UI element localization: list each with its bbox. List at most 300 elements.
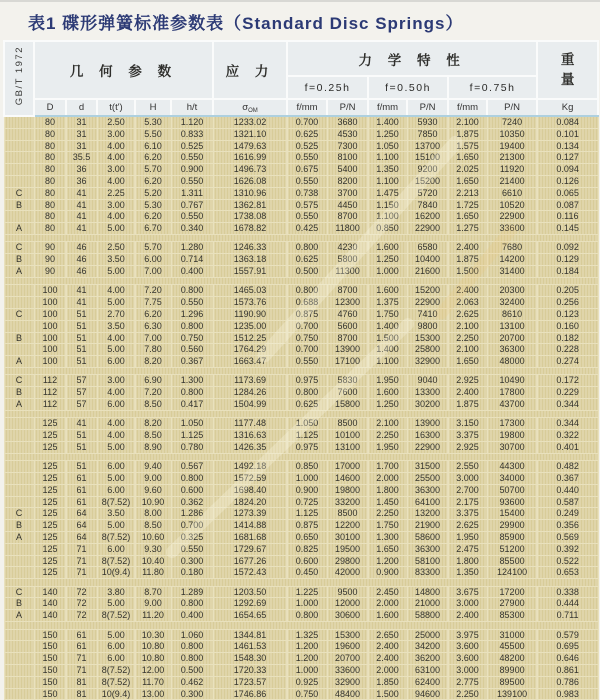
data-cell: 1.311 xyxy=(171,187,213,199)
data-cell: 6.00 xyxy=(97,461,135,473)
data-cell: 13100 xyxy=(487,320,537,332)
data-cell: 0.646 xyxy=(537,653,598,665)
data-cell: 7.80 xyxy=(135,344,171,356)
data-cell: 64 xyxy=(66,520,97,532)
data-cell: 150 xyxy=(34,676,66,688)
data-cell: 0.560 xyxy=(171,344,213,356)
data-cell: 0.101 xyxy=(537,128,598,140)
data-cell: 1.600 xyxy=(368,387,407,399)
col-H: H xyxy=(135,99,171,116)
series-label-cell: A xyxy=(4,223,34,235)
data-cell: 13200 xyxy=(407,508,448,520)
series-label-cell: C xyxy=(4,308,34,320)
data-cell: 3.675 xyxy=(448,586,487,598)
series-label-cell xyxy=(4,688,34,700)
data-cell: 9.40 xyxy=(135,461,171,473)
series-label-cell xyxy=(4,441,34,453)
series-label-cell xyxy=(4,461,34,473)
data-cell: 8.20 xyxy=(135,418,171,430)
data-cell: 41 xyxy=(66,285,97,297)
data-cell: 0.550 xyxy=(287,211,327,223)
series-label-cell: C xyxy=(4,508,34,520)
data-cell: 0.800 xyxy=(287,285,327,297)
data-cell: 150 xyxy=(34,653,66,665)
data-cell: 80 xyxy=(34,128,66,140)
data-cell: 1.875 xyxy=(448,128,487,140)
data-cell: 2.100 xyxy=(448,116,487,128)
data-cell: 2.063 xyxy=(448,297,487,309)
data-cell: 58800 xyxy=(407,610,448,622)
data-cell: 0.444 xyxy=(537,598,598,610)
data-cell: 0.900 xyxy=(171,164,213,176)
data-cell: 6.10 xyxy=(135,140,171,152)
series-label-cell xyxy=(4,116,34,128)
data-cell: 125 xyxy=(34,532,66,544)
table-row xyxy=(4,430,598,442)
data-cell: 9.00 xyxy=(135,598,171,610)
data-cell: 0.087 xyxy=(537,199,598,211)
data-cell: 48400 xyxy=(327,688,368,700)
data-cell: 0.322 xyxy=(537,430,598,442)
data-cell: 16300 xyxy=(407,430,448,442)
data-cell: 1678.82 xyxy=(213,223,287,235)
data-cell: 1.950 xyxy=(448,532,487,544)
data-cell: 80 xyxy=(34,164,66,176)
data-cell: 0.500 xyxy=(287,266,327,278)
table-row xyxy=(4,187,598,199)
data-cell: 35.5 xyxy=(66,152,97,164)
data-cell: 0.750 xyxy=(287,332,327,344)
data-cell: 1.500 xyxy=(368,332,407,344)
data-cell: 46 xyxy=(66,242,97,254)
data-cell: 30100 xyxy=(327,532,368,544)
data-cell: 9040 xyxy=(407,375,448,387)
title-bar xyxy=(0,2,600,40)
data-cell: 125 xyxy=(34,496,66,508)
group-separator-row xyxy=(4,277,598,285)
data-cell: 0.725 xyxy=(287,496,327,508)
data-cell: 125 xyxy=(34,543,66,555)
data-cell: 8700 xyxy=(327,332,368,344)
data-cell: 22900 xyxy=(407,223,448,235)
data-cell: 0.983 xyxy=(537,688,598,700)
data-cell: 13900 xyxy=(407,418,448,430)
data-cell: 71 xyxy=(66,567,97,579)
data-cell: 0.367 xyxy=(171,356,213,368)
data-cell: 9.60 xyxy=(135,484,171,496)
data-cell: 5600 xyxy=(327,320,368,332)
data-cell: 1.200 xyxy=(287,641,327,653)
data-cell: 1414.88 xyxy=(213,520,287,532)
col-d: d xyxy=(66,99,97,116)
data-cell: 100 xyxy=(34,332,66,344)
data-cell: 1681.68 xyxy=(213,532,287,544)
data-cell: 13900 xyxy=(327,344,368,356)
series-label-cell xyxy=(4,473,34,485)
data-cell: 0.714 xyxy=(171,254,213,266)
series-label-cell: C xyxy=(4,375,34,387)
data-cell: 58100 xyxy=(407,555,448,567)
series-label-cell xyxy=(4,641,34,653)
data-cell: 80 xyxy=(34,140,66,152)
data-cell: 1.875 xyxy=(448,399,487,411)
data-cell: 51 xyxy=(66,441,97,453)
data-cell: 1.475 xyxy=(368,187,407,199)
data-cell: 6.00 xyxy=(97,399,135,411)
data-cell: 1.050 xyxy=(171,418,213,430)
table-row xyxy=(4,484,598,496)
data-cell: 1572.59 xyxy=(213,473,287,485)
table-row xyxy=(4,461,598,473)
data-cell: 51 xyxy=(66,308,97,320)
table-row xyxy=(4,532,598,544)
data-cell: 31500 xyxy=(407,461,448,473)
data-cell: 3.975 xyxy=(448,629,487,641)
data-cell: 57 xyxy=(66,399,97,411)
data-cell: 0.205 xyxy=(537,285,598,297)
data-cell: 6.20 xyxy=(135,308,171,320)
data-cell: 51 xyxy=(66,461,97,473)
data-cell: 1.225 xyxy=(287,586,327,598)
data-cell: 36 xyxy=(66,164,97,176)
data-cell: 11300 xyxy=(327,266,368,278)
data-cell: 1.400 xyxy=(368,344,407,356)
data-cell: 5.20 xyxy=(135,187,171,199)
table-row xyxy=(4,308,598,320)
data-cell: 11.70 xyxy=(135,676,171,688)
series-label-cell: B xyxy=(4,598,34,610)
data-cell: 1.286 xyxy=(171,508,213,520)
data-cell: 8200 xyxy=(327,175,368,187)
data-cell: 93600 xyxy=(487,496,537,508)
data-cell: 0.850 xyxy=(287,461,327,473)
data-cell: 80 xyxy=(34,199,66,211)
data-cell: 100 xyxy=(34,344,66,356)
data-cell: 1.450 xyxy=(368,496,407,508)
table-row xyxy=(4,164,598,176)
data-cell: 22900 xyxy=(487,211,537,223)
data-cell: 125 xyxy=(34,461,66,473)
data-cell: 63100 xyxy=(407,664,448,676)
data-cell: 6.20 xyxy=(135,175,171,187)
data-cell: 2.775 xyxy=(448,676,487,688)
col-kg: Kg xyxy=(537,99,598,116)
data-cell: 1.600 xyxy=(368,242,407,254)
data-cell: 10.80 xyxy=(135,653,171,665)
data-cell: 72 xyxy=(66,610,97,622)
series-label-cell xyxy=(4,152,34,164)
data-cell: 0.767 xyxy=(171,199,213,211)
data-cell: 7.20 xyxy=(135,387,171,399)
data-cell: 8.50 xyxy=(135,430,171,442)
data-cell: 0.800 xyxy=(171,473,213,485)
data-cell: 0.833 xyxy=(171,128,213,140)
series-label-cell xyxy=(4,140,34,152)
data-cell: 36300 xyxy=(407,484,448,496)
data-cell: 45500 xyxy=(487,641,537,653)
data-cell: 4760 xyxy=(327,308,368,320)
data-cell: 0.129 xyxy=(537,254,598,266)
data-cell: 27900 xyxy=(487,598,537,610)
data-cell: 31 xyxy=(66,116,97,128)
table-row xyxy=(4,320,598,332)
data-cell: 1.300 xyxy=(171,375,213,387)
col-sigma: $\sigma_{OM}$ xyxy=(213,99,287,116)
data-cell: 8700 xyxy=(327,285,368,297)
table-row xyxy=(4,242,598,254)
data-cell: 20700 xyxy=(487,332,537,344)
data-cell: 0.084 xyxy=(537,116,598,128)
data-cell: 6.00 xyxy=(97,641,135,653)
data-cell: 0.550 xyxy=(287,175,327,187)
data-cell: 2.250 xyxy=(448,332,487,344)
data-cell: 31400 xyxy=(487,266,537,278)
data-cell: 1492.18 xyxy=(213,461,287,473)
data-cell: 6.00 xyxy=(135,254,171,266)
data-cell: 1.000 xyxy=(368,266,407,278)
series-label-cell xyxy=(4,543,34,555)
data-cell: 10520 xyxy=(487,199,537,211)
series-label-cell xyxy=(4,484,34,496)
data-cell: 0.123 xyxy=(537,308,598,320)
table-row xyxy=(4,332,598,344)
data-cell: 1.200 xyxy=(287,653,327,665)
data-cell: 0.249 xyxy=(537,508,598,520)
data-cell: 1.375 xyxy=(368,297,407,309)
data-cell: 4230 xyxy=(327,242,368,254)
series-label-cell xyxy=(4,418,34,430)
data-cell: 41 xyxy=(66,199,97,211)
data-cell: 10.80 xyxy=(135,641,171,653)
data-cell: 0.575 xyxy=(287,199,327,211)
data-cell: 100 xyxy=(34,308,66,320)
data-cell: 0.550 xyxy=(171,175,213,187)
data-cell: 12.00 xyxy=(135,664,171,676)
data-cell: 31 xyxy=(66,140,97,152)
data-cell: 61 xyxy=(66,496,97,508)
data-cell: 5400 xyxy=(327,164,368,176)
data-cell: 14600 xyxy=(327,473,368,485)
data-cell: 1504.99 xyxy=(213,399,287,411)
data-cell: 17100 xyxy=(327,356,368,368)
series-label-cell xyxy=(4,567,34,579)
series-label-cell xyxy=(4,344,34,356)
data-cell: 1190.90 xyxy=(213,308,287,320)
data-cell: 61 xyxy=(66,641,97,653)
data-cell: 64100 xyxy=(407,496,448,508)
data-cell: 125 xyxy=(34,567,66,579)
group-separator-row xyxy=(4,622,598,630)
data-cell: 0.425 xyxy=(287,223,327,235)
standard-label-cell xyxy=(4,41,34,116)
series-label-cell xyxy=(4,297,34,309)
data-cell: 83300 xyxy=(407,567,448,579)
data-cell: 0.786 xyxy=(537,676,598,688)
series-label-cell xyxy=(4,664,34,676)
data-cell: 1616.99 xyxy=(213,152,287,164)
data-cell: 3.00 xyxy=(97,164,135,176)
data-cell: 17800 xyxy=(487,387,537,399)
data-cell: 1.500 xyxy=(448,266,487,278)
data-cell: 1.650 xyxy=(448,175,487,187)
data-cell: 32400 xyxy=(487,297,537,309)
data-cell: 0.340 xyxy=(171,223,213,235)
data-cell: 81 xyxy=(66,676,97,688)
data-cell: 51 xyxy=(66,356,97,368)
data-cell: 80 xyxy=(34,223,66,235)
data-cell: 3680 xyxy=(327,116,368,128)
data-cell: 30600 xyxy=(327,610,368,622)
data-cell: 9.00 xyxy=(135,473,171,485)
data-cell: 5.00 xyxy=(97,598,135,610)
data-cell: 150 xyxy=(34,688,66,700)
data-cell: 6580 xyxy=(407,242,448,254)
data-cell: 36300 xyxy=(407,543,448,555)
data-cell: 1363.18 xyxy=(213,254,287,266)
data-cell: 90 xyxy=(34,242,66,254)
data-cell: 1557.91 xyxy=(213,266,287,278)
data-cell: 3.00 xyxy=(97,199,135,211)
data-cell: 1.650 xyxy=(448,152,487,164)
data-cell: 1.800 xyxy=(448,555,487,567)
data-cell: 1.060 xyxy=(171,629,213,641)
data-cell: 7.20 xyxy=(135,285,171,297)
data-cell: 0.362 xyxy=(171,496,213,508)
data-cell: 13100 xyxy=(327,441,368,453)
data-cell: 11.80 xyxy=(135,567,171,579)
data-cell: 4.00 xyxy=(97,175,135,187)
data-cell: 22900 xyxy=(407,441,448,453)
data-cell: 80 xyxy=(34,152,66,164)
header-weight xyxy=(537,41,598,99)
table-row xyxy=(4,520,598,532)
data-cell: 1.500 xyxy=(368,688,407,700)
data-cell: 0.780 xyxy=(171,441,213,453)
data-cell: 15200 xyxy=(407,285,448,297)
series-label-cell: C xyxy=(4,586,34,598)
data-cell: 5.00 xyxy=(97,344,135,356)
data-cell: 2.400 xyxy=(448,285,487,297)
data-cell: 5930 xyxy=(407,116,448,128)
series-label-cell: C xyxy=(4,187,34,199)
col-f1: f/mm xyxy=(287,99,327,116)
data-cell: 6.70 xyxy=(135,223,171,235)
data-cell: 0.344 xyxy=(537,418,598,430)
data-cell: 1310.96 xyxy=(213,187,287,199)
data-cell: 0.750 xyxy=(171,332,213,344)
data-cell: 0.975 xyxy=(287,441,327,453)
data-cell: 0.567 xyxy=(171,461,213,473)
data-cell: 0.800 xyxy=(171,641,213,653)
data-cell: 43700 xyxy=(487,399,537,411)
data-cell: 0.825 xyxy=(287,543,327,555)
data-cell: 1.575 xyxy=(448,140,487,152)
data-cell: 0.126 xyxy=(537,175,598,187)
data-cell: 0.184 xyxy=(537,266,598,278)
data-cell: 1.150 xyxy=(368,199,407,211)
data-cell: 5.00 xyxy=(97,473,135,485)
data-cell: 72 xyxy=(66,598,97,610)
data-cell: 150 xyxy=(34,629,66,641)
series-label-cell xyxy=(4,653,34,665)
table-row xyxy=(4,543,598,555)
data-cell: 0.344 xyxy=(537,399,598,411)
data-cell: 5.70 xyxy=(135,164,171,176)
data-cell: 2.100 xyxy=(368,418,407,430)
data-cell: 85900 xyxy=(487,532,537,544)
data-cell: 31000 xyxy=(487,629,537,641)
data-cell: 0.228 xyxy=(537,344,598,356)
data-cell: 80 xyxy=(34,175,66,187)
data-cell: 150 xyxy=(34,641,66,653)
data-cell: 14800 xyxy=(407,586,448,598)
data-cell: 32900 xyxy=(407,356,448,368)
group-separator-cell xyxy=(4,622,598,630)
data-cell: 2.000 xyxy=(368,473,407,485)
group-separator-row xyxy=(4,234,598,242)
data-cell: 150 xyxy=(34,664,66,676)
data-cell: 0.738 xyxy=(287,187,327,199)
data-cell: 4.00 xyxy=(97,211,135,223)
data-cell: 0.065 xyxy=(537,187,598,199)
data-cell: 0.711 xyxy=(537,610,598,622)
data-cell: 0.625 xyxy=(287,254,327,266)
data-cell: 1461.53 xyxy=(213,641,287,653)
data-cell: 1.250 xyxy=(368,399,407,411)
data-cell: 2.50 xyxy=(97,116,135,128)
data-cell: 1246.33 xyxy=(213,242,287,254)
data-cell: 15800 xyxy=(327,399,368,411)
data-cell: 4.00 xyxy=(97,387,135,399)
data-cell: 0.300 xyxy=(171,555,213,567)
data-cell: 1.700 xyxy=(368,461,407,473)
data-cell: 0.700 xyxy=(287,320,327,332)
data-cell: 2.400 xyxy=(448,387,487,399)
data-cell: 15400 xyxy=(487,508,537,520)
series-label-cell: A xyxy=(4,356,34,368)
header-deflection-075h: f=0.75h xyxy=(448,76,537,99)
data-cell: 0.569 xyxy=(537,532,598,544)
data-cell: 1573.76 xyxy=(213,297,287,309)
data-cell: 6.20 xyxy=(135,211,171,223)
weight-char-1: 重 xyxy=(560,52,575,68)
data-cell: 6610 xyxy=(487,187,537,199)
data-cell: 0.180 xyxy=(171,567,213,579)
data-cell: 0.688 xyxy=(287,297,327,309)
data-cell: 6.00 xyxy=(97,653,135,665)
data-cell: 1.650 xyxy=(448,356,487,368)
data-cell: 57 xyxy=(66,375,97,387)
data-cell: 10.40 xyxy=(135,555,171,567)
data-cell: 61 xyxy=(66,484,97,496)
data-cell: 0.750 xyxy=(287,688,327,700)
data-cell: 44300 xyxy=(487,461,537,473)
data-cell: 8(7.52) xyxy=(97,610,135,622)
series-label-cell xyxy=(4,430,34,442)
data-cell: 8500 xyxy=(327,508,368,520)
data-cell: 2.213 xyxy=(448,187,487,199)
data-cell: 1.600 xyxy=(368,610,407,622)
data-cell: 1.296 xyxy=(171,308,213,320)
table-row xyxy=(4,128,598,140)
data-cell: 1512.25 xyxy=(213,332,287,344)
data-cell: 0.800 xyxy=(287,242,327,254)
data-cell: 10.90 xyxy=(135,496,171,508)
data-cell: 9200 xyxy=(407,164,448,176)
data-cell: 0.500 xyxy=(171,664,213,676)
data-cell: 89900 xyxy=(487,664,537,676)
data-cell: 0.462 xyxy=(171,676,213,688)
